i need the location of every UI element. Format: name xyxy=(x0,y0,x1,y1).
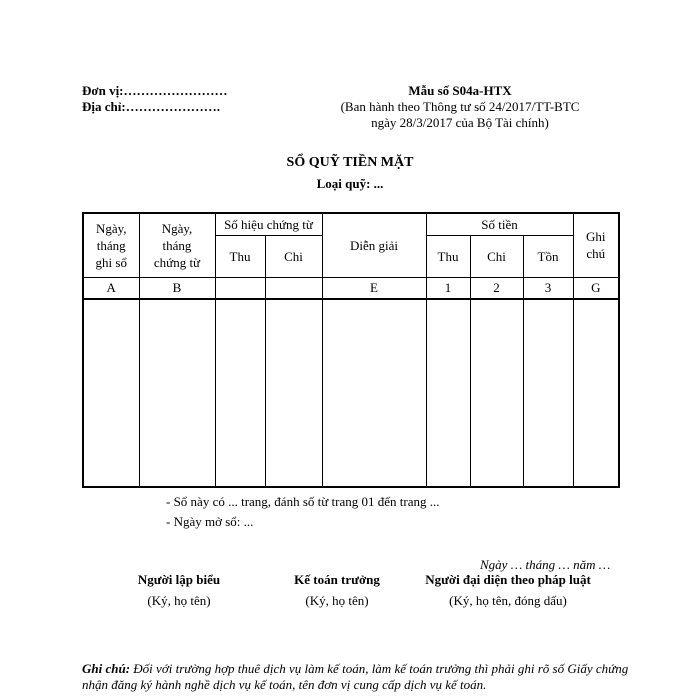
col-header-note: Ghi chú xyxy=(573,213,619,277)
table-cell xyxy=(573,299,619,488)
code-cell: 1 xyxy=(426,277,470,299)
col-header-amount-out: Chi xyxy=(470,235,523,277)
accountant-sub: (Ký, họ tên) xyxy=(305,593,369,608)
table-cell xyxy=(470,299,523,488)
col-group-document-number: Số hiệu chứng từ xyxy=(215,213,322,235)
issued-line-1: (Ban hành theo Thông tư số 24/2017/TT-BTC xyxy=(340,99,580,114)
issued-line-2: ngày 28/3/2017 của Bộ Tài chính) xyxy=(371,115,549,130)
table-cell xyxy=(426,299,470,488)
preparer-title: Người lập biểu xyxy=(137,572,221,587)
col-header-payment-doc: Chi xyxy=(265,235,322,277)
form-number: Mẫu số S04a-HTX xyxy=(408,83,512,98)
page-count-note: - Sổ này có ... trang, đánh số từ trang 01 đến trang ... xyxy=(166,494,440,509)
legal-rep-title: Người đại diện theo pháp luật xyxy=(425,572,591,587)
col-header-receipt-doc: Thu xyxy=(215,235,265,277)
legal-rep-signature xyxy=(413,569,603,611)
open-date-note: - Ngày mở sổ: ... xyxy=(166,514,254,529)
table-cell xyxy=(322,299,426,488)
code-cell: E xyxy=(322,277,426,299)
page-title: SỔ QUỸ TIỀN MẶT xyxy=(286,155,414,170)
code-cell: G xyxy=(573,277,619,299)
code-cell xyxy=(265,277,322,299)
table-cell xyxy=(523,299,573,488)
preparer-sub: (Ký, họ tên) xyxy=(147,593,211,608)
form-info xyxy=(332,83,588,131)
code-cell: 3 xyxy=(523,277,573,299)
table-cell xyxy=(265,299,322,488)
code-cell: B xyxy=(139,277,215,299)
preparer-signature xyxy=(109,569,249,611)
col-header-amount-in: Thu xyxy=(426,235,470,277)
accountant-signature xyxy=(267,569,407,611)
unit-info xyxy=(82,83,228,115)
table-cell xyxy=(83,299,139,488)
code-cell xyxy=(215,277,265,299)
fund-type: Loại quỹ: ... xyxy=(316,176,384,191)
footer-label: Ghi chú: xyxy=(82,661,131,676)
col-header-document-date: Ngày, tháng chứng từ xyxy=(139,213,215,277)
unit-line: Đơn vị:…………………… xyxy=(82,83,228,98)
cash-book-table xyxy=(82,212,620,488)
table-cell xyxy=(139,299,215,488)
col-header-balance: Tồn xyxy=(523,235,573,277)
code-cell: 2 xyxy=(470,277,523,299)
address-line: Địa chỉ:…………………. xyxy=(82,99,220,114)
col-group-amount: Số tiền xyxy=(426,213,573,235)
footer-text: Đối với trường hợp thuê dịch vụ làm kế toán, làm kế toán trưởng thì phải ghi rõ số Giấy chứng nhận đăng ký hành nghề dịch vụ kế toán, tên đơn vị cung cấp dịch vụ kế toán. xyxy=(82,661,629,692)
col-header-description: Diễn giải xyxy=(322,213,426,277)
signature-date: Ngày … tháng … năm … xyxy=(480,557,611,572)
footer-note xyxy=(82,661,642,693)
table-body-row xyxy=(83,299,619,488)
code-cell: A xyxy=(83,277,139,299)
col-header-record-date: Ngày, tháng ghi sổ xyxy=(83,213,139,277)
table-cell xyxy=(215,299,265,488)
accountant-title: Kế toán trưởng xyxy=(294,572,380,587)
legal-rep-sub: (Ký, họ tên, đóng dấu) xyxy=(449,593,567,608)
